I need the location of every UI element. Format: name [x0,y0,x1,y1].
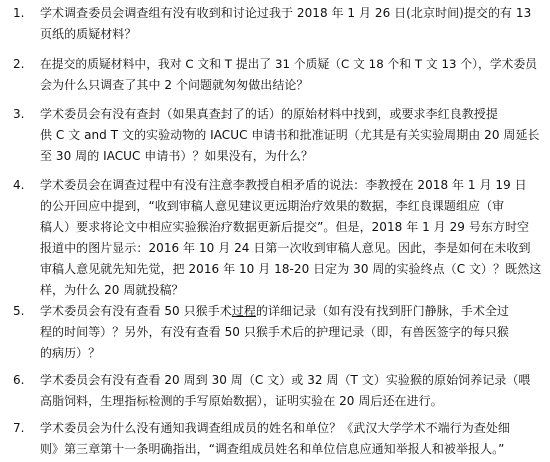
item-text-line: 会为什么只调查了其中 2 个问题就匆匆做出结论？ [40,78,309,92]
item-text-line: 稿人）要求将论文中相应实验猴治疗数据更新后提交”。但是，2018 年 1 月 29 号东方时空 [40,220,530,234]
item-text-line: 的公开回应中提到，“收到审稿人意见建议更远期治疗效果的数据，李红良课题组应（审 [40,199,505,213]
item-number: 2. [13,57,25,71]
item-text-line: 学术委员会有没有查封（如果真查封了的话）的原始材料中找到，或要求李红良教授提 [40,107,498,121]
item-number: 3. [13,107,25,121]
item-text-line: 程的时间等）？另外，有没有查看 50 只猴手术后的护理记录（即，有兽医签字的每只猴 [40,325,509,339]
item-number: 1. [13,6,25,20]
item-text-line: 学术调查委员会调查组有没有收到和讨论过我于 2018 年 1 月 26 日(北京时间)提交的有 13 [40,6,532,20]
item-text-line: 审稿人意见就先知先觉，把 2016 年 10 月 18-20 日定为 30 周的实验终点（C 文）？既然这 [40,262,542,276]
underlined-text: 过程 [231,304,256,318]
text-segment: 的详细记录（如有没有找到肝门静脉，手术全过 [255,304,509,318]
item-text-line: 样，为什么 20 周就投稿？ [40,283,184,297]
item-text-line: 学术委员会在调查过程中有没有注意李教授自相矛盾的说法：李教授在 2018 年 1 月 19 日 [40,178,527,192]
item-number: 6. [13,373,25,387]
item-text-line: 学术委员会有没有查看 20 周到 30 周（C 文）或 32 周（T 文）实验猴的原始饲养记录（喂 [40,373,531,387]
item-text-line: 页纸的质疑材料？ [40,27,137,41]
text-segment: 学术委员会有没有查看 50 只猴手术 [40,304,232,318]
item-text-line: 至 30 周的 IACUC 申请书）？如果没有，为什么？ [40,149,314,163]
item-number: 7. [13,421,25,435]
item-text-line [40,301,509,322]
item-text-line: 在提交的质疑材料中，我对 C 文和 T 提出了 31 个质疑（C 文 18 个和 T 文 13 个），学术委员 [40,57,538,71]
item-text-line: 则》第三章第十一条明确指出，“调查组成员姓名和单位信息应通知举报人和被举报人。” [40,442,505,456]
item-text-line: 报道中的图片显示：2016 年 10 月 24 日第一次收到审稿人意见。因此，李是如何在未收到 [40,241,531,255]
item-text-line: 学术委员会为什么没有通知我调查组成员的姓名和单位？《武汉大学学术不端行为查处细 [40,421,510,435]
item-number: 4. [13,178,25,192]
item-text-line: 的病历）？ [40,346,101,360]
item-text-line: 供 C 文 and T 文的实验动物的 IACUC 申请书和批准证明（尤其是有关实验周期由 20 周延长 [40,128,540,142]
item-number: 5. [13,304,25,318]
item-text-line: 高脂饲料，生理指标检测的手写原始数据），证明实验在 20 周后还在进行。 [40,394,443,408]
